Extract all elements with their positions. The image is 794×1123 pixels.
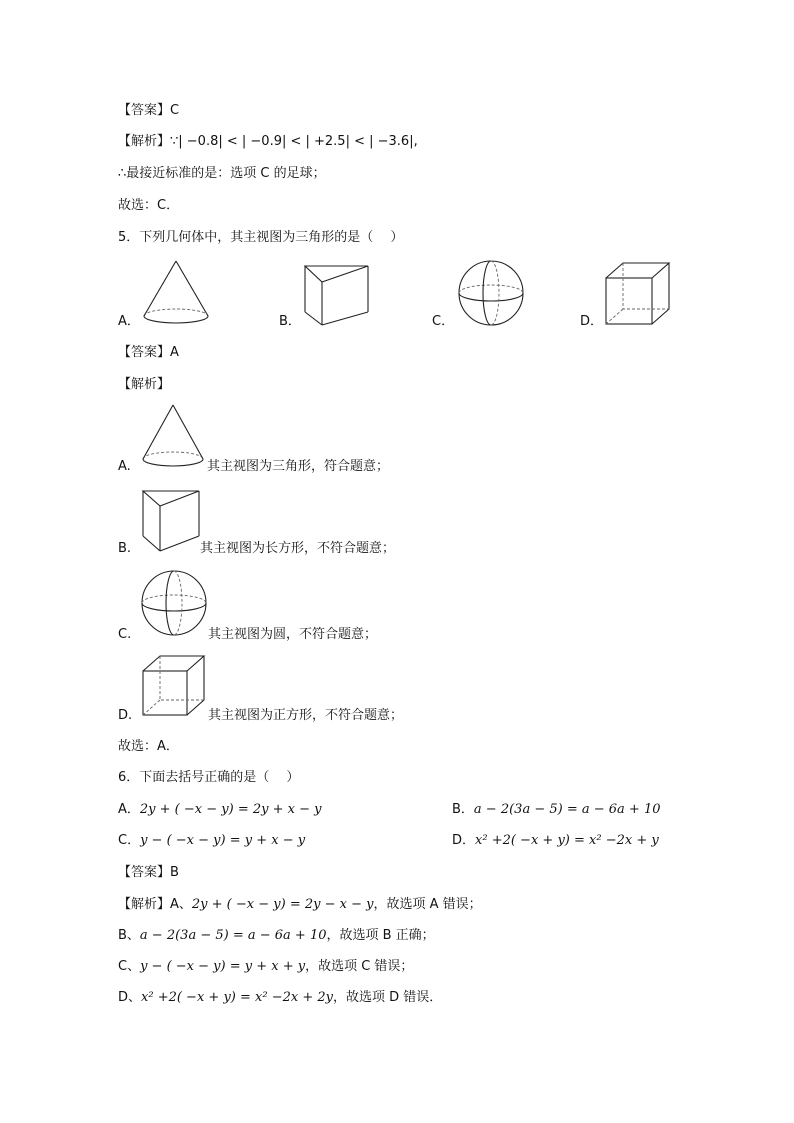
q6-analysis-a-prefix: 【解析】A、 bbox=[118, 897, 192, 912]
q6-option-c-expr: y − ( −x − y) = y + x − y bbox=[140, 833, 306, 848]
q6-answer: 【答案】B bbox=[118, 865, 179, 880]
q5-option-c-label: C． bbox=[432, 314, 455, 329]
q6-option-b bbox=[452, 801, 660, 819]
q5-question: 5．下列几何体中，其主视图为三角形的是（ ） bbox=[118, 230, 404, 245]
q6-option-b-label: B． bbox=[452, 802, 474, 817]
q5-expl-d-text: 其主视图为正方形，不符合题意； bbox=[208, 708, 404, 723]
q6-option-d-label: D． bbox=[452, 833, 476, 848]
q6-option-d-expr: x² +2( −x + y) = x² −2x + y bbox=[475, 833, 659, 848]
sphere-icon bbox=[140, 568, 208, 638]
prev-conclusion: ∴最接近标准的是：选项 C 的足球； bbox=[118, 166, 326, 181]
q6-analysis-b-suffix: ，故选项 B 正确； bbox=[326, 928, 435, 943]
q6-analysis-d-suffix: ，故选项 D 错误． bbox=[332, 990, 443, 1005]
q5-expl-c-label: C. bbox=[118, 627, 132, 642]
q6-analysis-d-expr: x² +2( −x + y) = x² −2x + 2y bbox=[141, 990, 333, 1005]
cube-icon bbox=[140, 653, 208, 719]
q5-option-b-label: B． bbox=[279, 314, 301, 329]
q5-expl-c-text: 其主视图为圆，不符合题意； bbox=[208, 627, 378, 642]
q6-analysis-a-expr: 2y + ( −x − y) = 2y − x − y bbox=[191, 897, 374, 912]
q5-expl-d-label: D. bbox=[118, 708, 133, 723]
q6-analysis-b-prefix: B、 bbox=[118, 928, 140, 943]
q6-analysis-c-suffix: ，故选项 C 错误； bbox=[305, 959, 414, 974]
q6-question: 6．下面去括号正确的是（ ） bbox=[118, 770, 300, 785]
q6-analysis-b bbox=[118, 927, 435, 945]
q6-option-a-label: A． bbox=[118, 802, 140, 817]
q6-analysis-d bbox=[118, 989, 442, 1007]
q6-option-b-expr: a − 2(3a − 5) = a − 6a + 10 bbox=[473, 802, 661, 817]
q5-option-a-label: A． bbox=[118, 314, 140, 329]
q5-expl-b-label: B. bbox=[118, 541, 132, 556]
cone-icon bbox=[140, 402, 206, 470]
cube-icon bbox=[603, 260, 673, 328]
q5-analysis-title: 【解析】 bbox=[118, 377, 171, 392]
q6-analysis-d-prefix: D、 bbox=[118, 990, 142, 1005]
sphere-icon bbox=[456, 258, 526, 328]
q5-expl-b-text: 其主视图为长方形，不符合题意； bbox=[200, 541, 396, 556]
prev-answer: 【答案】C bbox=[118, 103, 180, 118]
q6-analysis-a-suffix: ，故选项 A 错误； bbox=[373, 897, 482, 912]
prev-choose: 故选：C． bbox=[118, 198, 180, 213]
q6-option-a bbox=[118, 801, 321, 819]
q6-analysis-c-expr: y − ( −x − y) = y + x + y bbox=[140, 959, 306, 974]
q5-answer: 【答案】A bbox=[118, 345, 179, 360]
q6-analysis-b-expr: a − 2(3a − 5) = a − 6a + 10 bbox=[139, 928, 327, 943]
q6-analysis-c-prefix: C、 bbox=[118, 959, 141, 974]
prev-analysis: 【解析】∵| −0.8| < | −0.9| < | +2.5| < | −3.6|, bbox=[118, 134, 418, 149]
cone-icon bbox=[140, 258, 212, 328]
q6-option-c bbox=[118, 832, 305, 850]
q6-analysis-c bbox=[118, 958, 413, 976]
q5-expl-a-text: 其主视图为三角形，符合题意； bbox=[207, 459, 390, 474]
q5-expl-a-label: A. bbox=[118, 459, 131, 474]
q5-choose: 故选：A． bbox=[118, 739, 179, 754]
q5-option-d-label: D． bbox=[580, 314, 604, 329]
q6-option-a-expr: 2y + ( −x − y) = 2y + x − y bbox=[139, 802, 322, 817]
q6-option-d bbox=[452, 832, 659, 850]
q6-analysis-a bbox=[118, 896, 482, 914]
q6-option-c-label: C． bbox=[118, 833, 141, 848]
triangular-prism-icon bbox=[140, 488, 202, 554]
triangular-prism-icon bbox=[302, 262, 372, 328]
